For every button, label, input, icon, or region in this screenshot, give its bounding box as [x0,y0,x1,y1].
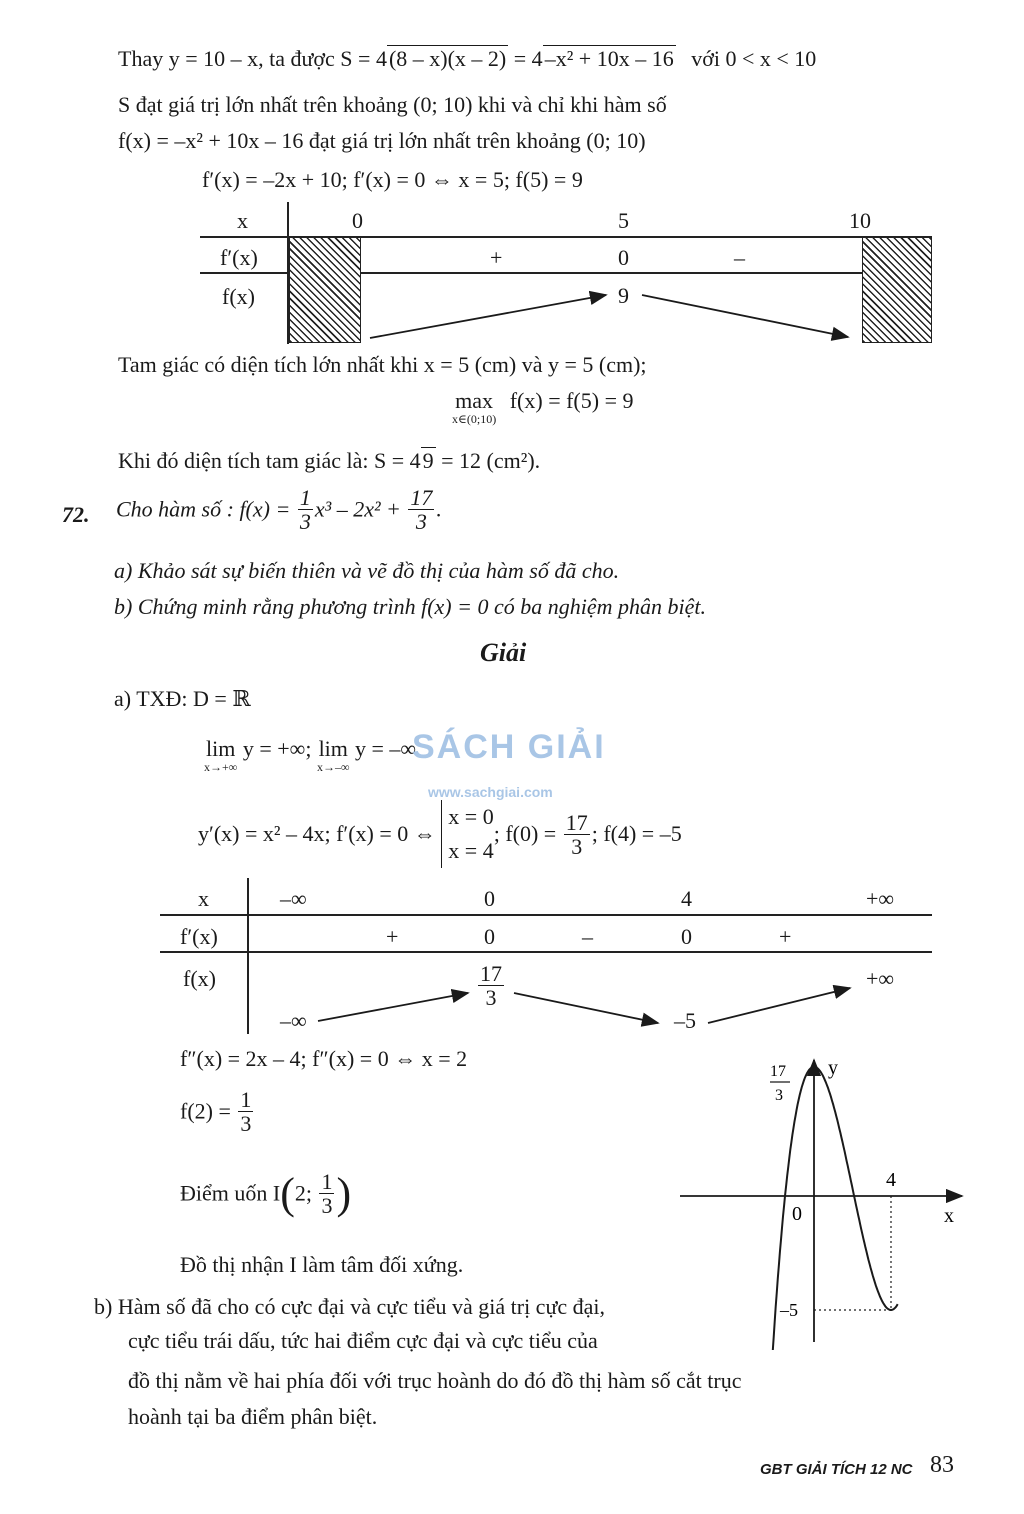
fprime-sign: + [779,924,792,949]
derivative-text: y′(x) = x² – 4x; f′(x) = 0 ⇔ [198,821,436,847]
intro-line-4: f′(x) = –2x + 10; f′(x) = 0 ⇔ x = 5; f(5) = 9 [202,167,583,192]
row-label-x: x [237,208,248,233]
x-value: –∞ [280,886,307,911]
sqrt-expression: (8 – x)(x – 2) [388,46,507,71]
arrows-table-2 [0,860,1024,1040]
x-value: 0 [352,208,363,233]
statement-text: . [436,496,442,522]
function-graph [640,1050,980,1350]
x-value: 4 [681,886,692,911]
statement-text: x³ – 2x² + [314,496,407,522]
fraction [319,1170,334,1217]
answer-b-line-4: hoành tại ba điểm phân biệt. [128,1404,378,1429]
inflection-label: Điểm uốn I [180,1180,281,1206]
limit-value: y = +∞; [237,736,317,761]
denominator: 3 [299,509,311,535]
row-label-fprime: f′(x) [180,924,218,949]
fprime-value: 0 [681,924,692,949]
area-line [118,448,540,474]
f0-label: ; f(0) = [493,821,562,847]
intro-line-2: S đạt giá trị lớn nhất trên khoảng (0; 10) khi và chỉ khi hàm số [118,92,667,117]
line-text: = 4 [508,46,543,71]
x-value: 5 [618,208,629,233]
numerator: 1 [240,1087,252,1112]
watermark-logo: SÁCH GIẢI [412,728,606,766]
x-value: 0 [484,886,495,911]
f2-label: f(2) = [180,1098,237,1124]
case-item: x = 0 [448,804,494,829]
second-derivative-line: f″(x) = 2x – 4; f″(x) = 0 ⇔ x = 2 [180,1046,468,1071]
sqrt-expression: –x² + 10x – 16 [544,46,674,71]
numerator: 17 [410,485,433,510]
problem-part-b: b) Chứng minh rằng phương trình f(x) = 0 có ba nghiệm phân biệt. [114,594,706,619]
increase-arrow [318,993,468,1021]
case-item: x = 4 [448,838,494,864]
f-neg-infinity: –∞ [280,1008,307,1033]
area-prefix: Khi đó diện tích tam giác là: S = 4 [118,448,421,473]
domain-text: với 0 < x < 10 [691,46,817,71]
fprime-value: 0 [618,245,629,270]
y-axis-label: y [828,1057,838,1079]
x-value: 10 [849,208,871,233]
max-subscript: x∈(0;10) [452,412,497,426]
y-tick-label: –5 [780,1300,798,1320]
max-rest: f(x) = f(5) = 9 [509,388,634,413]
fraction [298,486,313,533]
f2-line [180,1088,255,1135]
case-bracket [441,800,493,868]
intro-line-3: f(x) = –x² + 10x – 16 đạt giá trị lớn nhất trên khoảng (0; 10) [118,128,646,153]
max-label: max [455,388,494,413]
lim-label: lim [318,736,348,761]
numerator: 1 [299,485,311,510]
denominator: 3 [571,833,583,859]
numerator: 1 [321,1168,333,1194]
x-tick-label: 4 [886,1169,896,1191]
answer-b-line-3: đồ thị nằm về hai phía đối với trục hoành do đó đồ thị hàm số cắt trục [128,1368,742,1393]
page-number: 83 [930,1452,954,1478]
numerator: 17 [480,961,502,986]
fraction [238,1088,253,1135]
inflection-line [180,1168,351,1219]
domain-line: a) TXĐ: D = ℝ [114,686,251,711]
fprime-sign: + [386,924,399,949]
derivative-line [198,800,682,868]
watermark-url: www.sachgiai.com [428,784,553,800]
y-tick-numerator: 17 [770,1063,786,1080]
decrease-arrow [514,993,658,1023]
x-axis-label: x [944,1205,954,1227]
answer-b-line-1: b) Hàm số đã cho có cực đại và cực tiểu và giá trị cực đại, [94,1294,606,1319]
row-label-x: x [198,886,209,911]
problem-number: 72. [62,502,90,527]
f-min-value: –5 [674,1008,696,1033]
row-label-f: f(x) [222,284,255,309]
x-value: +∞ [866,886,895,911]
problem-statement [116,486,442,533]
limit-value: y = –∞ [349,736,417,761]
limits-line [204,736,416,775]
area-suffix: = 12 (cm²). [435,448,541,473]
lim-label: lim [205,736,236,761]
fraction [564,811,590,858]
denominator: 3 [240,1111,252,1137]
denominator: 3 [485,985,497,1011]
answer-b-line-2: cực tiểu trái dấu, tức hai điểm cực đại và cực tiểu của [128,1328,598,1353]
limit-operator [317,736,350,775]
f-max-value: 9 [618,283,629,308]
sqrt-expression: 9 [422,448,434,473]
increase-arrow [708,988,850,1023]
max-expression [452,388,634,427]
symmetry-line: Đồ thị nhận I làm tâm đối xứng. [180,1252,464,1277]
fraction [408,486,434,533]
lim-subscript: x→–∞ [316,760,350,774]
fprime-sign: + [490,245,503,270]
numerator: 17 [565,809,588,835]
fprime-sign: – [734,245,745,270]
row-label-fprime: f′(x) [220,245,258,270]
fprime-sign: – [582,924,593,949]
fprime-value: 0 [484,924,495,949]
paren-open: ( [280,1169,295,1218]
problem-part-a: a) Khảo sát sự biến thiên và vẽ đồ thị của hàm số đã cho. [114,558,620,583]
f-pos-infinity: +∞ [866,966,895,991]
statement-text: Cho hàm số : f(x) = [116,496,296,522]
conclusion-line: Tam giác có diện tích lớn nhất khi x = 5 (cm) và y = 5 (cm); [118,352,647,377]
f4-text: ; f(4) = –5 [591,821,682,847]
origin-label: 0 [792,1203,802,1225]
denominator: 3 [321,1193,333,1218]
limit-operator [204,736,237,775]
line-text: Thay y = 10 – x, ta được S = 4 [118,46,387,71]
max-operator [452,388,496,427]
inflection-x: 2; [294,1180,318,1206]
decrease-arrow [642,295,848,337]
denominator: 3 [415,509,427,535]
row-label-f: f(x) [183,966,216,991]
increase-arrow [370,295,606,338]
lim-subscript: x→+∞ [204,760,238,774]
footer-title: GBT GIẢI TÍCH 12 NC [760,1461,913,1478]
y-tick-denominator: 3 [775,1087,783,1104]
paren-close: ) [336,1169,352,1218]
arrows-table-1 [0,0,1024,400]
solution-heading: Giải [480,638,527,667]
